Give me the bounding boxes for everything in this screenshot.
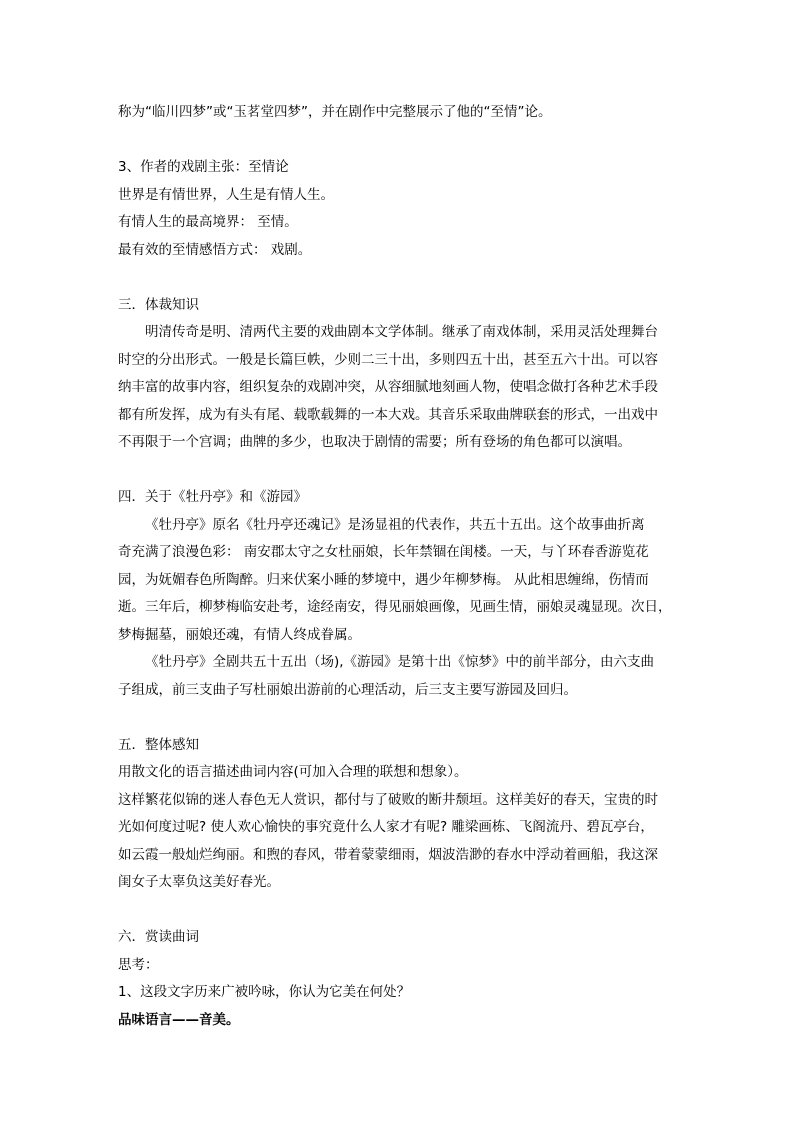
paragraph-gap <box>118 897 682 925</box>
perception-line: 用散文化的语言描述曲词内容(可加入合理的联想和想象）。 <box>118 764 468 780</box>
answer-bold: 品味语言——音美。 <box>118 1011 240 1028</box>
peony-para2-line: 《牡丹亭》全剧共五十五出（场),《游园》是第十出《惊梦》中的前半部分，由六支曲 <box>145 654 655 670</box>
peony-para1-line: 《牡丹亭》原名《牡丹亭还魂记》是汤显祖的代表作，共五十五出。这个故事曲折离 <box>145 516 645 533</box>
section3-line: 最有效的至情感悟方式： 戏剧。 <box>118 241 312 258</box>
peony-para1-line: 奇充满了浪漫色彩： 南安郡太守之女杜丽娘，长年禁锢在闺楼。一天，与丫环春香游览花 <box>118 544 649 560</box>
peony-para1-line: 园，为妩媚春色所陶醉。归来伏案小睡的梦境中，遇少年柳梦梅。 从此相思缠绵，伤情而 <box>118 571 649 588</box>
genre-line: 都有所发挥，成为有头有尾、载歌载舞的一本大戏。其音乐采取曲牌联套的形式，一出戏中 <box>118 406 658 423</box>
perception-line: 这样繁花似锦的迷人春色无人赏识，都付与了破败的断井颓垣。这样美好的春天，宝贵的时 <box>118 791 658 808</box>
intro-line: 称为“临川四梦”或“玉茗堂四梦”，并在剧作中完整展示了他的“至情”论。 <box>118 104 552 120</box>
perception-line: 如云霞一般灿烂绚丽。和煦的春风，带着蒙蒙细雨，烟波浩渺的春水中浮动着画船，我这深 <box>118 846 658 863</box>
section3-line: 有情人生的最高境界： 至情。 <box>118 214 298 230</box>
appreciation-heading: 六．赏读曲词 <box>118 929 199 945</box>
genre-line: 纳丰富的故事内容，组织复杂的戏剧冲突，从容细腻地刻画人物，使唱念做打各种艺术手段 <box>118 379 658 395</box>
peony-para1-line: 逝。三年后，柳梦梅临安赴考，途经南安，得见丽娘画像，见画生情，丽娘灵魂显现。次日， <box>118 599 672 615</box>
document-body <box>118 99 682 1034</box>
think-label: 思考： <box>118 956 159 973</box>
peony-para1-line: 梦梅掘墓，丽娘还魂，有情人终成眷属。 <box>118 626 361 643</box>
genre-line: 不再限于一个宫调；曲牌的多少，也取决于剧情的需要；所有登场的角色都可以演唱。 <box>118 434 631 450</box>
peony-para2-line: 子组成，前三支曲子写杜丽娘出游前的心理活动，后三支主要写游园及回归。 <box>118 681 577 698</box>
section3-line: 世界是有情世界，人生是有情人生。 <box>118 186 334 203</box>
genre-heading: 三．体裁知识 <box>118 296 199 313</box>
question-1: 1、这段文字历来广被吟咏，你认为它美在何处？ <box>118 984 411 1000</box>
perception-line: 光如何度过呢? 使人欢心愉快的事究竟什么人家才有呢? 雕梁画栋、飞阁流丹、碧瓦亭台， <box>118 819 654 835</box>
perception-line: 闺女子太辜负这美好春光。 <box>118 874 280 890</box>
genre-line: 明清传奇是明、清两代主要的戏曲剧本文学体制。继承了南戏体制，采用灵活处理舞台 <box>145 324 658 340</box>
genre-line: 时空的分出形式。一般是长篇巨帙，少则二三十出，多则四五十出，甚至五六十出。可以容 <box>118 351 658 368</box>
perception-heading: 五．整体感知 <box>118 736 199 753</box>
paragraph-gap <box>118 264 682 292</box>
paragraph-gap <box>118 457 682 485</box>
paragraph-gap <box>118 127 682 155</box>
peony-heading: 四．关于《牡丹亭》和《游园》 <box>118 489 307 505</box>
section3-heading: 3、作者的戏剧主张：至情论 <box>118 159 289 175</box>
paragraph-gap <box>118 704 682 732</box>
